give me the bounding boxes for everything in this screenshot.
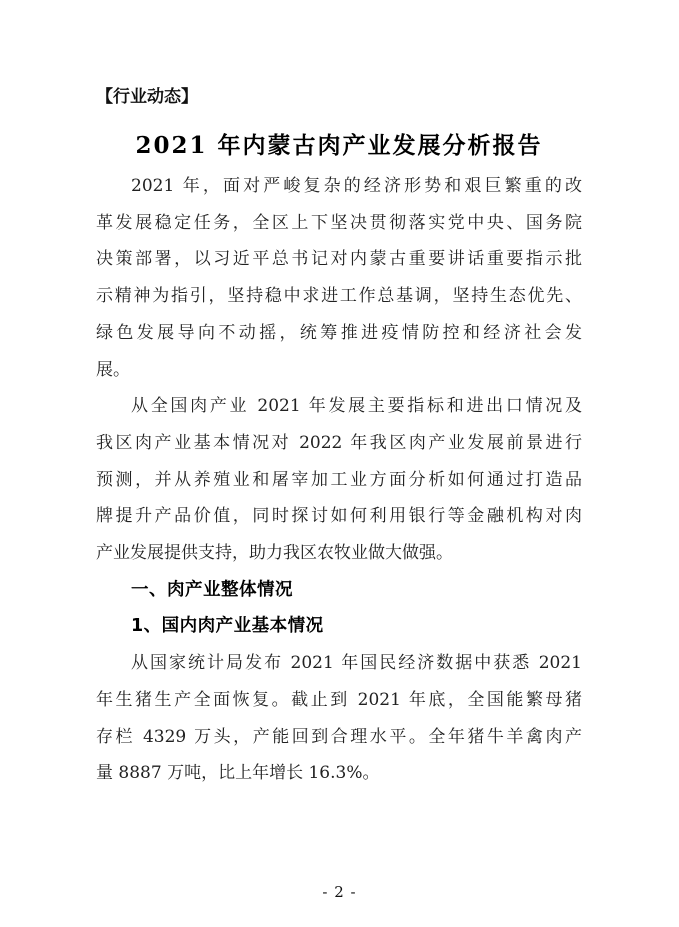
page-number: - 2 - bbox=[322, 883, 357, 901]
heading-domestic-meat-industry: 1、国内肉产业基本情况 bbox=[131, 616, 324, 637]
paragraph-3 bbox=[96, 645, 582, 792]
paragraph-line: 示精神为指引，坚持稳中求进工作总基调，坚持生态优先、 bbox=[96, 286, 582, 307]
paragraph-line: 从国家统计局发布 2021 年国民经济数据中获悉 2021 bbox=[131, 653, 582, 674]
paragraph-line: 预测，并从养殖业和屠宰加工业方面分析如何通过打造品 bbox=[96, 469, 582, 490]
paragraph-line: 产业发展提供支持，助力我区农牧业做大做强。 bbox=[96, 543, 453, 564]
paragraph-line: 量 8887 万吨，比上年增长 16.3%。 bbox=[96, 763, 380, 784]
paragraph-line: 从全国肉产业 2021 年发展主要指标和进出口情况及 bbox=[131, 396, 582, 417]
paragraph-line: 展。 bbox=[96, 359, 130, 380]
paragraph-line: 存栏 4329 万头，产能回到合理水平。全年猪牛羊禽肉产 bbox=[96, 726, 582, 747]
paragraph-line: 我区肉产业基本情况对 2022 年我区肉产业发展前景进行 bbox=[96, 432, 582, 453]
section-tag: 【行业动态】 bbox=[96, 87, 198, 107]
paragraph-line: 年生猪生产全面恢复。截止到 2021 年底，全国能繁母猪 bbox=[96, 689, 582, 710]
paragraph-2 bbox=[96, 388, 582, 572]
paragraph-line: 绿色发展导向不动摇，统筹推进疫情防控和经济社会发 bbox=[96, 322, 582, 343]
document-content bbox=[96, 88, 582, 792]
paragraph-line: 牌提升产品价值，同时探讨如何利用银行等金融机构对肉 bbox=[96, 506, 582, 527]
document-body bbox=[96, 168, 582, 792]
heading-industry-overview: 一、肉产业整体情况 bbox=[131, 579, 293, 600]
paragraph-line: 革发展稳定任务，全区上下坚决贯彻落实党中央、国务院 bbox=[96, 212, 582, 233]
footer bbox=[0, 882, 679, 902]
document-title: 2021 年内蒙古肉产业发展分析报告 bbox=[135, 132, 543, 159]
paragraph-line: 决策部署，以习近平总书记对内蒙古重要讲话重要指示批 bbox=[96, 249, 582, 270]
paragraph-line: 2021 年，面对严峻复杂的经济形势和艰巨繁重的改 bbox=[131, 176, 582, 196]
paragraph-1 bbox=[96, 168, 582, 388]
